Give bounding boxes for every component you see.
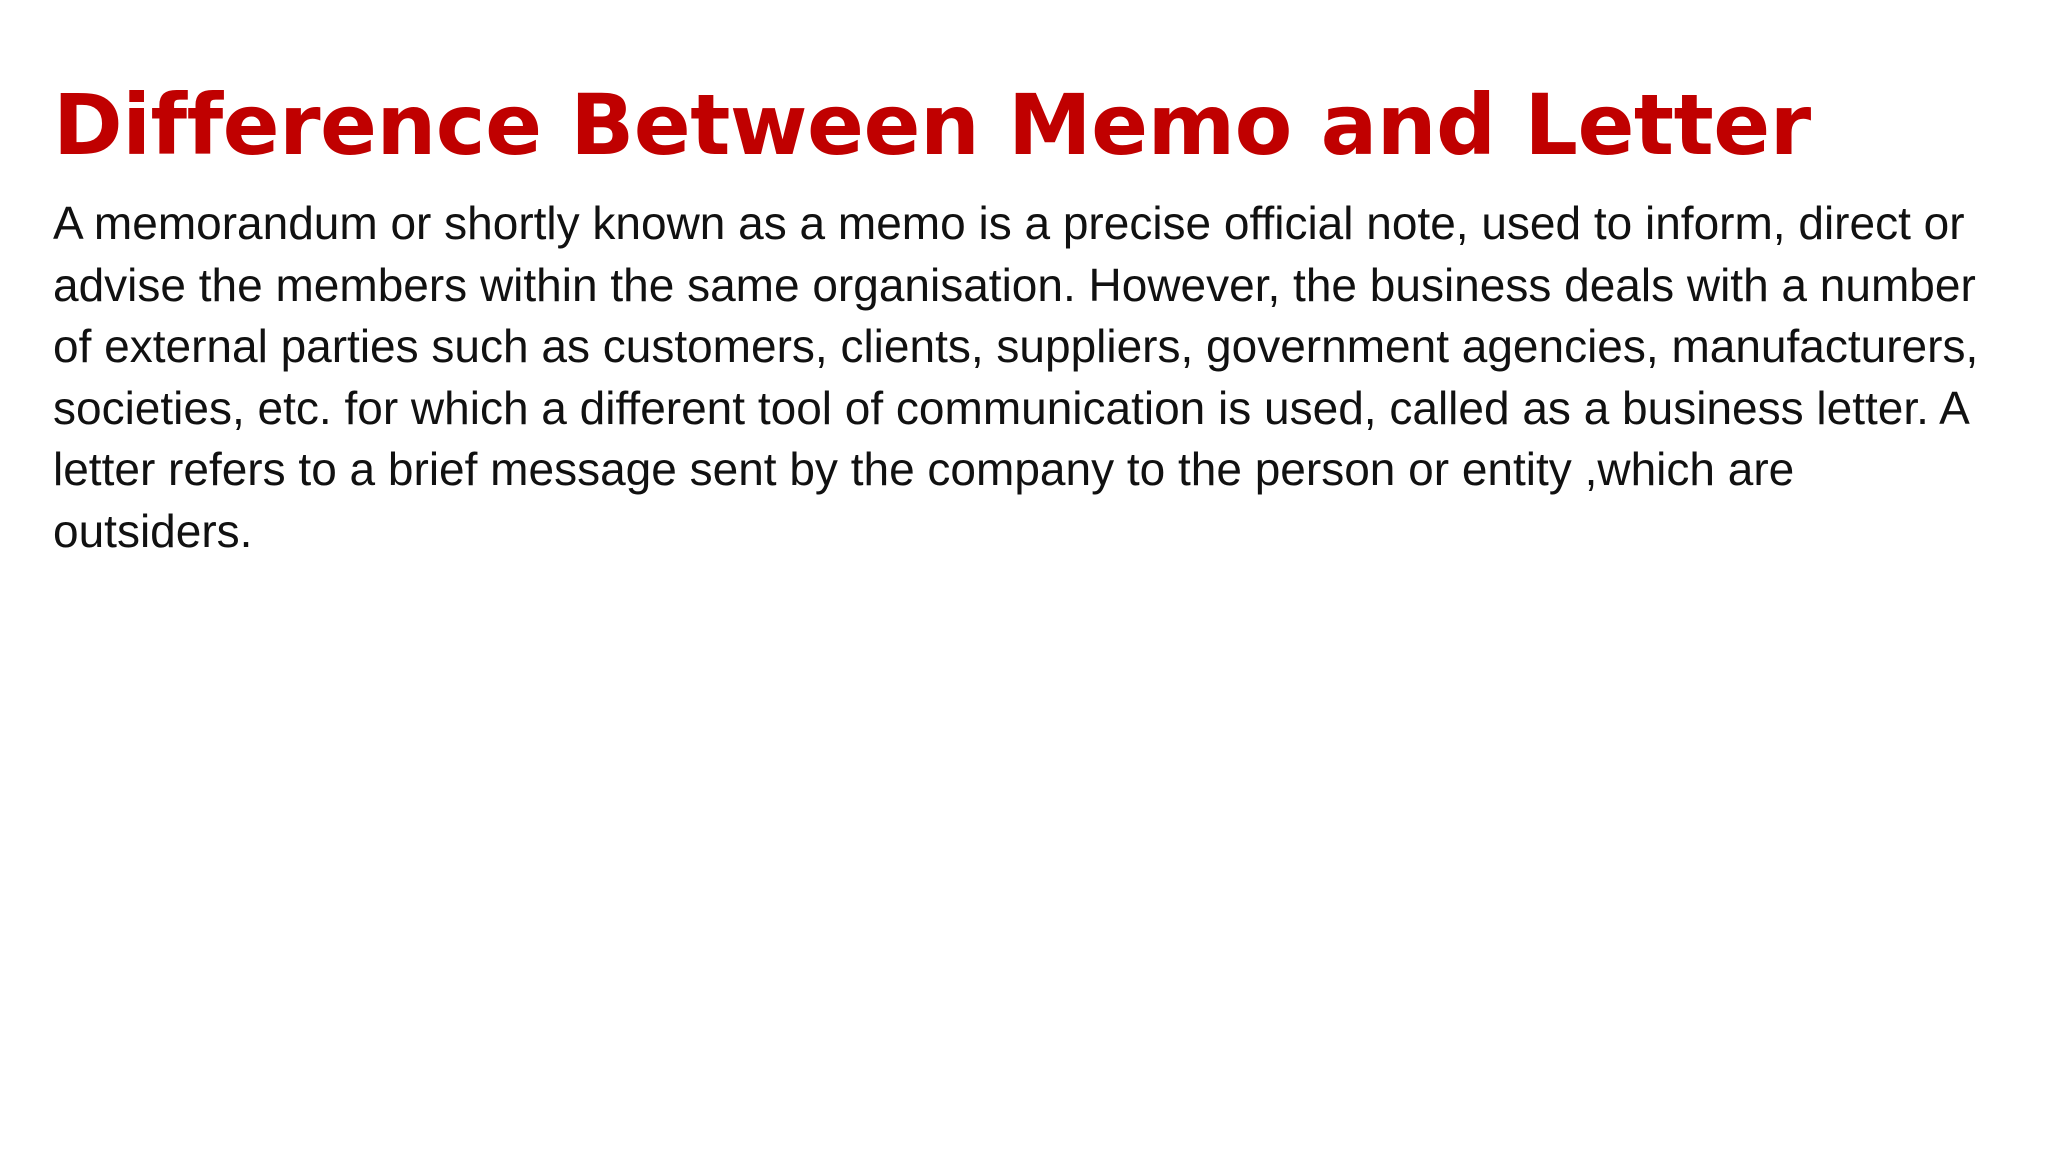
- body-line: of external parties such as customers, clients, suppliers, government agencies, manufacturers,: [53, 320, 1979, 372]
- body-line: outsiders.: [53, 504, 253, 557]
- body-line: A memorandum or shortly known as a memo is a precise official note, used to inform, direct or: [53, 197, 1965, 249]
- body-line: advise the members within the same organisation. However, the business deals with a number: [53, 258, 1976, 311]
- body-line: letter refers to a brief message sent by the company to the person or entity ,which are: [53, 443, 1795, 495]
- slide-body-paragraph: [53, 193, 2043, 562]
- slide-title: Difference Between Memo and Letter: [53, 76, 1811, 174]
- body-line: societies, etc. for which a different tool of communication is used, called as a business letter. A: [53, 381, 1970, 434]
